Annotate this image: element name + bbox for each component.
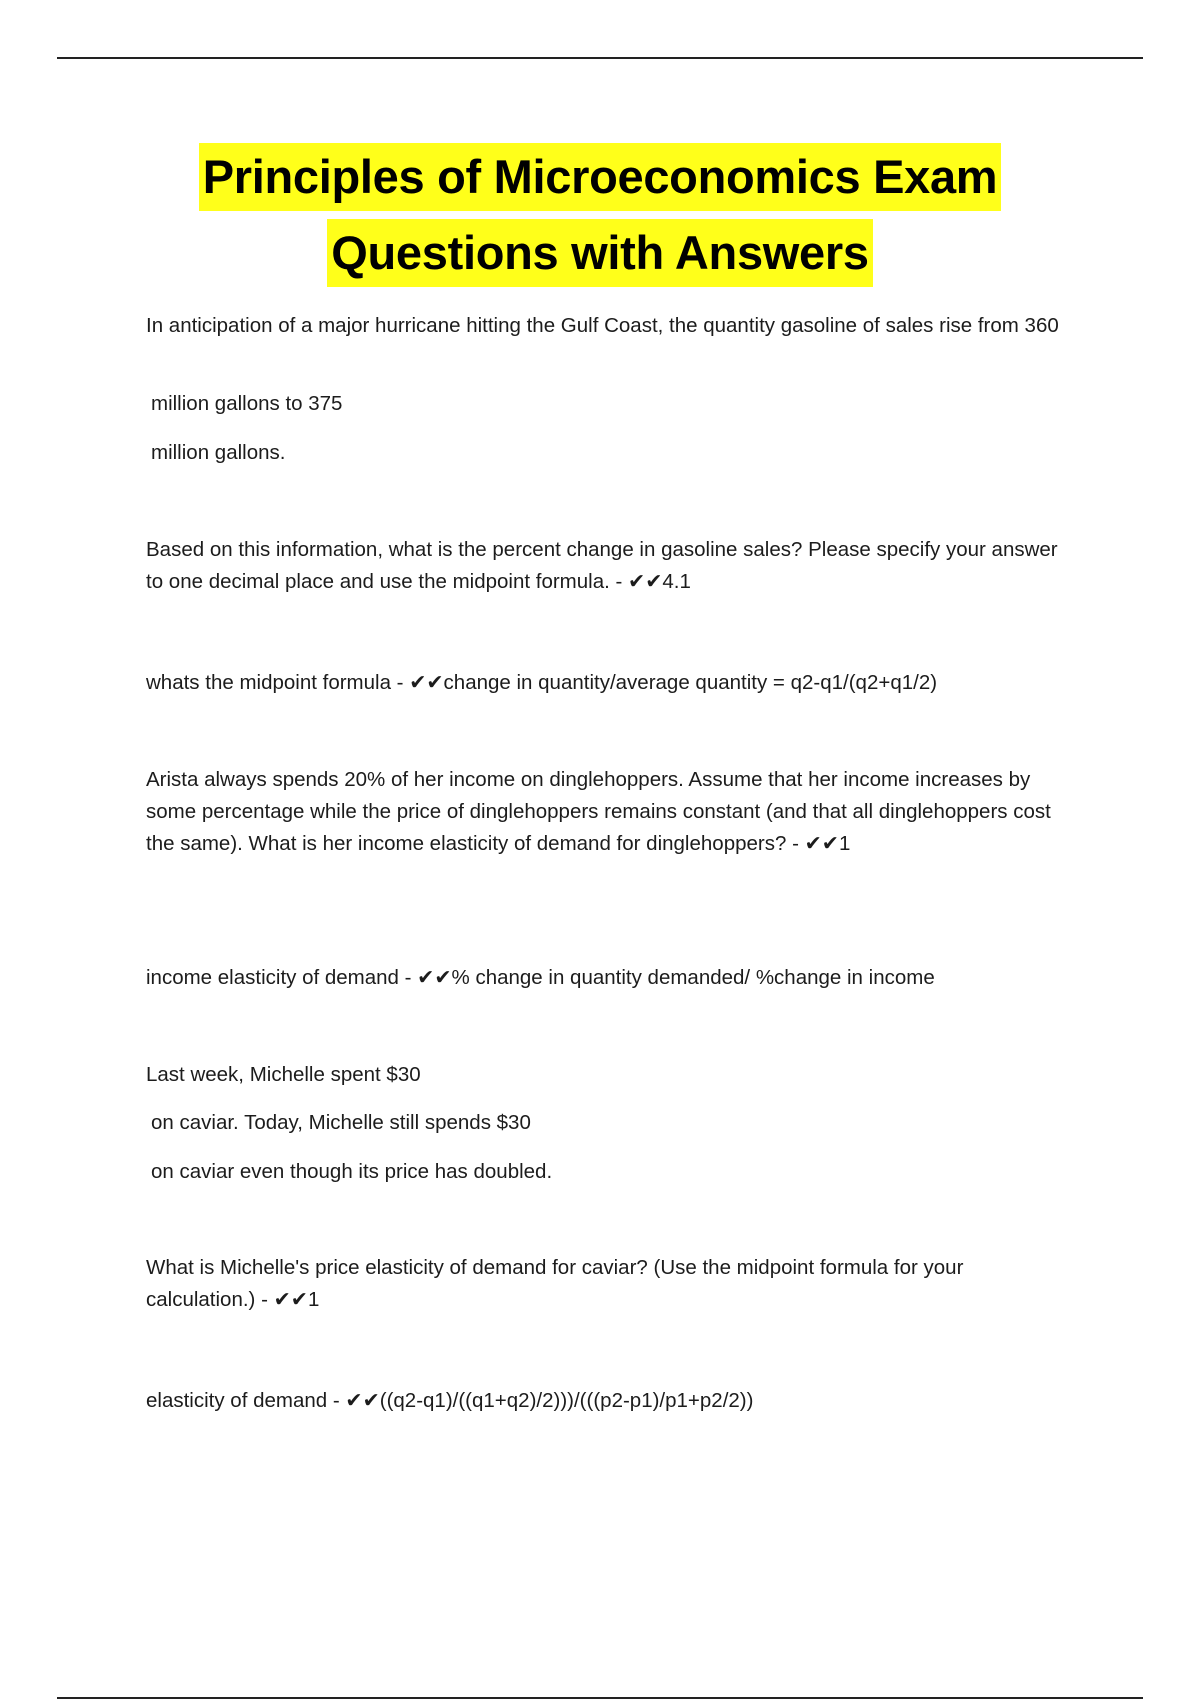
- paragraph-hurricane-intro: In anticipation of a major hurricane hitting the Gulf Coast, the quantity gasoline of sales rise from 360: [146, 314, 1059, 337]
- document-title: [0, 143, 1200, 287]
- paragraph-gallons-375: million gallons to 375: [151, 392, 343, 415]
- paragraph-michelle-question: What is Michelle's price elasticity of demand for caviar? (Use the midpoint formula for your calculation.) - ✔✔1: [146, 1256, 964, 1311]
- top-rule: [57, 57, 1143, 59]
- paragraph-michelle-spent: Last week, Michelle spent $30: [146, 1063, 421, 1086]
- title-line-2: Questions with Answers: [327, 219, 872, 287]
- paragraph-caviar-today: on caviar. Today, Michelle still spends $30: [151, 1111, 531, 1134]
- paragraph-caviar-doubled: on caviar even though its price has doubled.: [151, 1160, 553, 1183]
- paragraph-income-elasticity: income elasticity of demand - ✔✔% change in quantity demanded/ %change in income: [146, 966, 935, 989]
- title-line-1: Principles of Microeconomics Exam: [199, 143, 1002, 211]
- paragraph-gallons-end: million gallons.: [151, 441, 286, 464]
- paragraph-midpoint-formula: whats the midpoint formula - ✔✔change in quantity/average quantity = q2-q1/(q2+q1/2): [146, 671, 938, 694]
- paragraph-elasticity-formula: elasticity of demand - ✔✔((q2-q1)/((q1+q2)/2)))/(((p2-p1)/p1+p2/2)): [146, 1389, 754, 1412]
- paragraph-percent-change-question: Based on this information, what is the percent change in gasoline sales? Please specify your answer to one decimal place and use the midpoint formula. - ✔✔4.1: [146, 538, 1058, 593]
- paragraph-arista-question: Arista always spends 20% of her income on dinglehoppers. Assume that her income increases by some percentage while the price of dinglehoppers remains constant (and that all dinglehoppers cost the same). What is her income elasticity of demand for dinglehoppers? - ✔✔1: [146, 768, 1051, 855]
- bottom-rule: [57, 1697, 1143, 1699]
